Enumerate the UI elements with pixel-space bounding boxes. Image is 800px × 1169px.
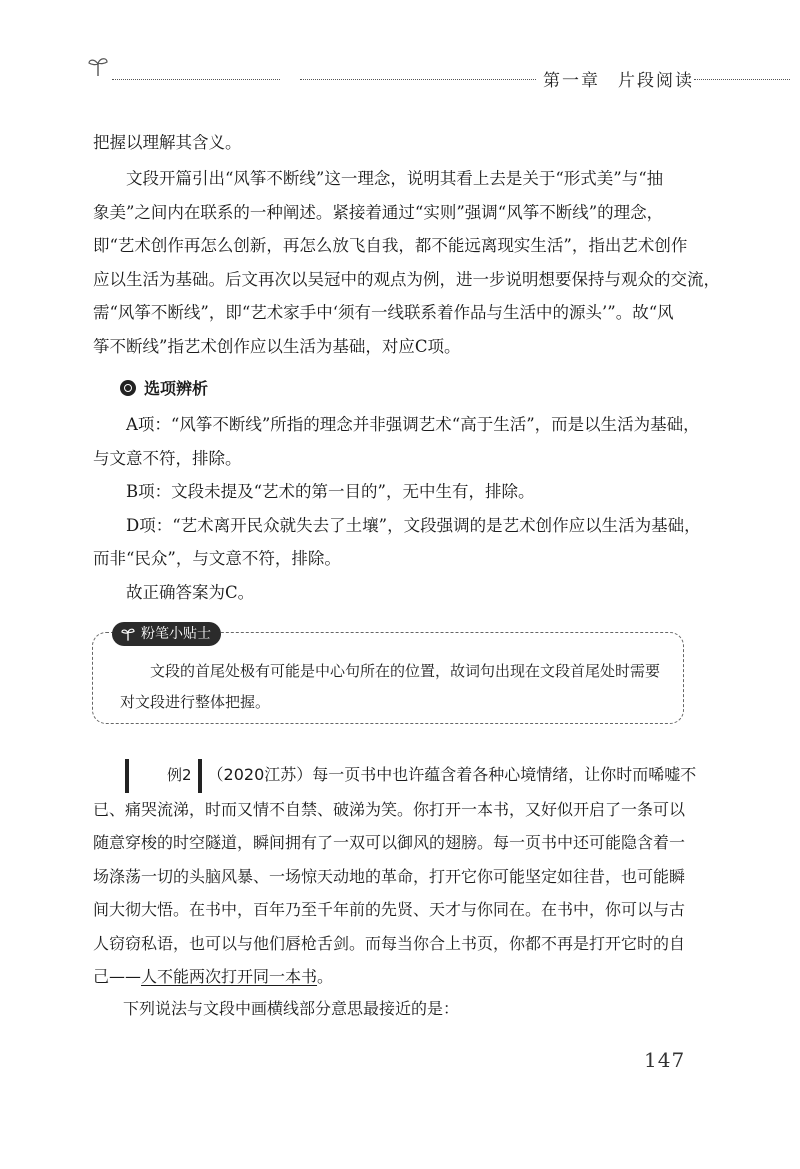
- tip-label: 粉笔小贴士: [141, 626, 211, 642]
- paragraph-line: 象美”之间内在联系的一种阐述。紧接着通过“实则”强调“风筝不断线”的理念，: [93, 202, 664, 222]
- page-number: 147: [644, 1048, 686, 1072]
- option-analysis-title: 选项辨析: [144, 379, 209, 398]
- example-line: 已、痛哭流涕，时而又情不自禁、破涕为笑。你打开一本书，又好似开启了一条可以: [93, 799, 686, 819]
- sprout-icon: [120, 626, 136, 642]
- example-passage: [93, 758, 705, 994]
- section-badge-icon: [120, 380, 136, 396]
- example-line: 场涤荡一切的头脑风暴、一场惊天动地的革命，打开它你可能坚定如往昔，也可能瞬: [93, 866, 686, 886]
- option-d-line: D项：“艺术离开民众就失去了土壤”，文段强调的是艺术创作应以生活为基础，: [126, 515, 701, 535]
- option-analysis-heading: [120, 376, 208, 399]
- correct-answer: 故正确答案为C。: [126, 582, 255, 602]
- example-line: 。: [317, 967, 334, 986]
- chapter-section: 片段阅读: [618, 71, 694, 91]
- sprout-icon: [86, 54, 110, 78]
- option-b-line: B项：文段未提及“艺术的第一目的”，无中生有，排除。: [126, 482, 535, 501]
- chapter-heading: [543, 66, 694, 91]
- option-a-line: 与文意不符，排除。: [93, 448, 242, 468]
- paragraph-line: 即“艺术创作再怎么创新，再怎么放飞自我，都不能远离现实生活”，指出艺术创作: [93, 236, 688, 255]
- paragraph-line: 需“风筝不断线”，即“艺术家手中‘须有一线联系着作品与生活中的源头’”。故“风: [93, 303, 674, 322]
- header-rule-right: [694, 79, 790, 80]
- underlined-sentence: 人不能两次打开同一本书: [141, 967, 318, 986]
- answer-explanation: [93, 126, 705, 160]
- explanation-paragraph: [93, 162, 720, 363]
- page-header: [0, 0, 800, 100]
- option-analysis: [93, 408, 705, 609]
- example-line: 己——: [93, 967, 142, 986]
- example-line: （2020江苏）每一页书中也许蕴含着各种心境情绪，让你时而唏嘘不: [207, 765, 697, 784]
- tip-text: [120, 656, 680, 718]
- tip-tag: [112, 622, 221, 646]
- paragraph-line: 文段开篇引出“风筝不断线”这一理念，说明其看上去是关于“形式美”与“抽: [126, 169, 664, 188]
- example-line: 人窃窃私语，也可以与他们唇枪舌剑。而每当你合上书页，你都不再是打开它时的自: [93, 933, 686, 953]
- example-line: 间大彻大悟。在书中，百年乃至千年前的先贤、天才与你同在。在书中，你可以与古: [93, 900, 686, 919]
- header-rule-left: [112, 79, 280, 80]
- option-d-line: 而非“民众”，与文意不符，排除。: [93, 549, 341, 568]
- option-a-line: A项：“风筝不断线”所指的理念并非强调艺术“高于生活”，而是以生活为基础，: [126, 415, 700, 434]
- header-rule-mid: [300, 79, 536, 80]
- example-label: 例2: [125, 759, 202, 793]
- tip-line: 文段的首尾处极有可能是中心句所在的位置，故词句出现在文段首尾处时需要: [150, 662, 661, 680]
- paragraph-line: 应以生活为基础。后文再次以吴冠中的观点为例，进一步说明想要保持与观众的交流，: [93, 269, 720, 289]
- example-line: 随意穿梭的时空隧道，瞬间拥有了一双可以御风的翅膀。每一页书中还可能隐含着一: [93, 833, 686, 852]
- chapter-number: 第一章: [543, 71, 600, 91]
- paragraph-line: 筝不断线”指艺术创作应以生活为基础，对应C项。: [93, 336, 461, 356]
- question-stem: 下列说法与文段中画横线部分意思最接近的是：: [123, 999, 460, 1018]
- tip-line: 对文段进行整体把握。: [120, 693, 271, 711]
- paragraph-line: 把握以理解其含义。: [93, 133, 242, 152]
